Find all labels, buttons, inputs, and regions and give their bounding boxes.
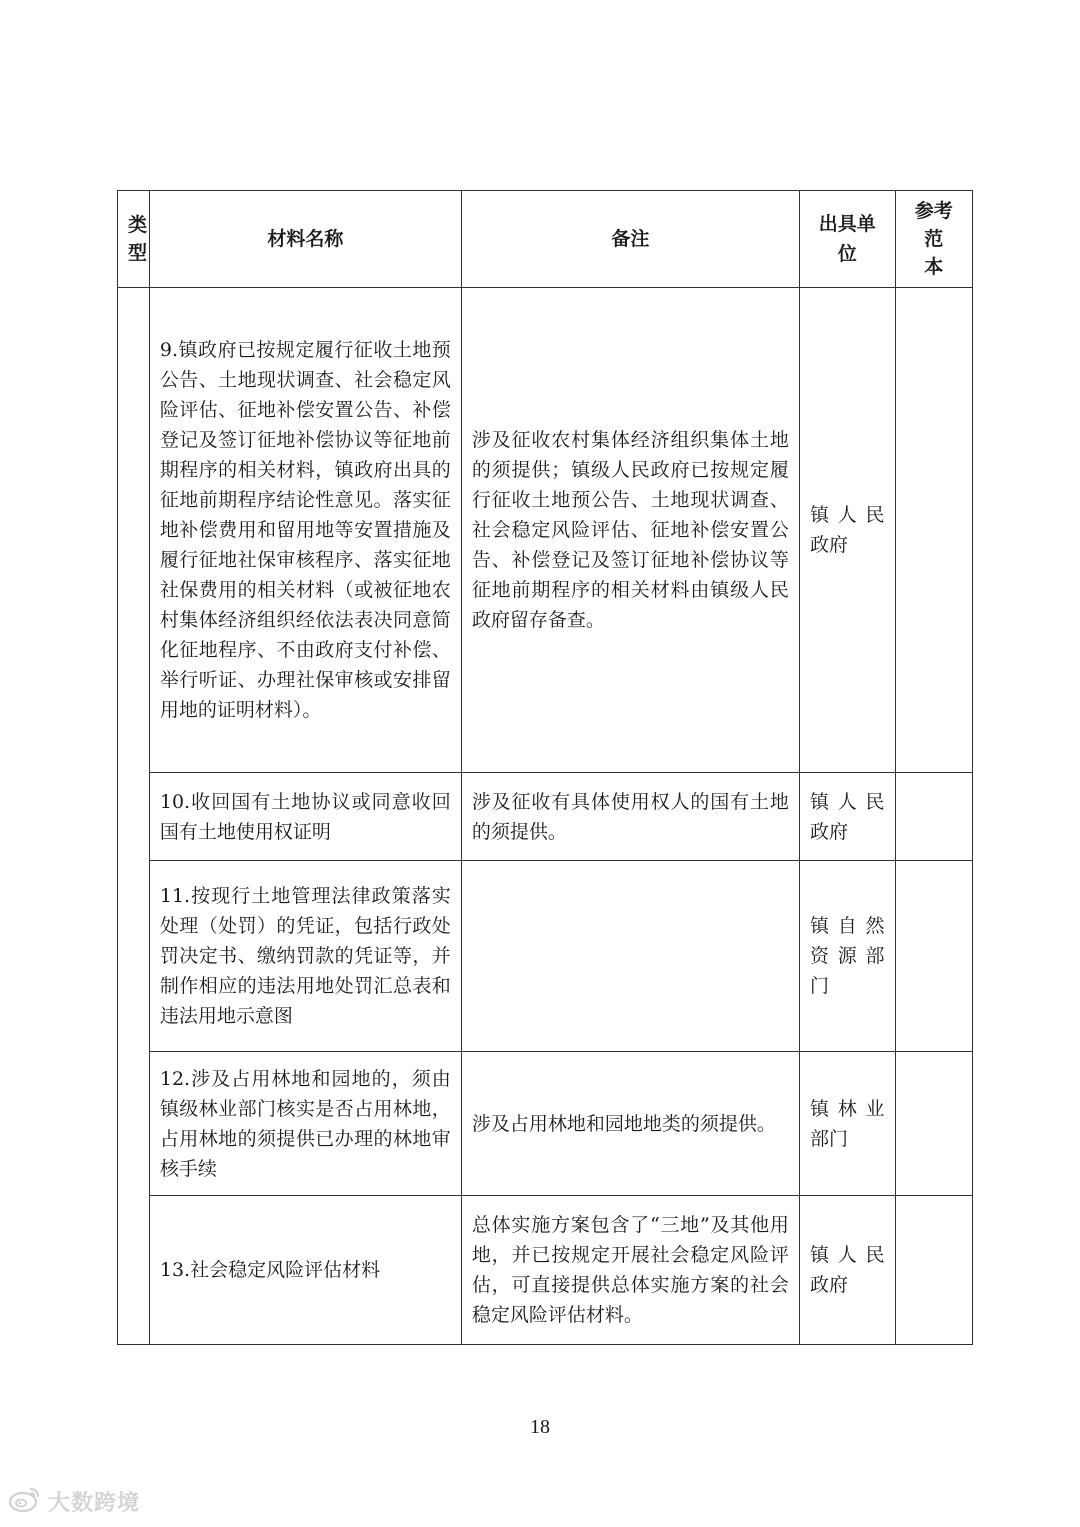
material-name-cell: 12.涉及占用林地和园地的，须由镇级林业部门核实是否占用林地，占用林地的须提供已办理的林地审核手续 [149, 1052, 461, 1196]
table-header-row [118, 191, 973, 288]
page-number: 18 [530, 1416, 550, 1438]
remarks-cell: 涉及占用林地和园地地类的须提供。 [461, 1052, 799, 1196]
header-material-name: 材料名称 [149, 191, 461, 288]
watermark [8, 1484, 140, 1518]
reference-template-cell [895, 288, 972, 773]
remarks-cell [461, 861, 799, 1052]
header-type: 类 型 [118, 191, 150, 288]
remarks-cell: 涉及征收有具体使用权人的国有土地的须提供。 [461, 773, 799, 861]
material-name-cell: 10.收回国有土地协议或同意收回国有土地使用权证明 [149, 773, 461, 861]
type-cell [118, 288, 150, 1345]
material-name-cell: 13.社会稳定风险评估材料 [149, 1196, 461, 1345]
reference-template-cell [895, 1052, 972, 1196]
table-row [118, 1196, 973, 1345]
reference-template-cell [895, 1196, 972, 1345]
header-issuing-unit: 出具单位 [799, 191, 895, 288]
issuing-unit-cell: 镇人民政府 [799, 1196, 895, 1345]
material-name-cell: 9.镇政府已按规定履行征收土地预公告、土地现状调查、社会稳定风险评估、征地补偿安置公告、补偿登记及签订征地补偿协议等征地前期程序的相关材料，镇政府出具的征地前期程序结论性意见。落实征地补偿费用和留用地等安置措施及履行征地社保审核程序、落实征地社保费用的相关材料（或被征地农村集体经济组织经依法表决同意简化征地程序、不由政府支付补偿、举行听证、办理社保审核或安排留用地的证明材料）。 [149, 288, 461, 773]
watermark-text: 大数跨境 [48, 1490, 141, 1516]
material-name-cell: 11.按现行土地管理法律政策落实处理（处罚）的凭证，包括行政处罚决定书、缴纳罚款的凭证等，并制作相应的违法用地处罚汇总表和违法用地示意图 [149, 861, 461, 1052]
issuing-unit-cell: 镇林业部门 [799, 1052, 895, 1196]
reference-template-cell [895, 773, 972, 861]
issuing-unit-cell: 镇自然资源部门 [799, 861, 895, 1052]
table-row [118, 773, 973, 861]
header-reference-template: 参考范 本 [895, 191, 972, 288]
materials-table [117, 190, 973, 1345]
table-row [118, 288, 973, 773]
reference-template-cell [895, 861, 972, 1052]
header-remarks: 备注 [461, 191, 799, 288]
table-row [118, 1052, 973, 1196]
issuing-unit-cell: 镇人民政府 [799, 288, 895, 773]
weibo-logo-icon [8, 1484, 42, 1518]
remarks-cell: 涉及征收农村集体经济组织集体土地的须提供；镇级人民政府已按规定履行征收土地预公告、土地现状调查、社会稳定风险评估、征地补偿安置公告、补偿登记及签订征地补偿协议等征地前期程序的相关材料由镇级人民政府留存备查。 [461, 288, 799, 773]
table-row [118, 861, 973, 1052]
issuing-unit-cell: 镇人民政府 [799, 773, 895, 861]
remarks-cell: 总体实施方案包含了“三地”及其他用地，并已按规定开展社会稳定风险评估，可直接提供总体实施方案的社会稳定风险评估材料。 [461, 1196, 799, 1345]
